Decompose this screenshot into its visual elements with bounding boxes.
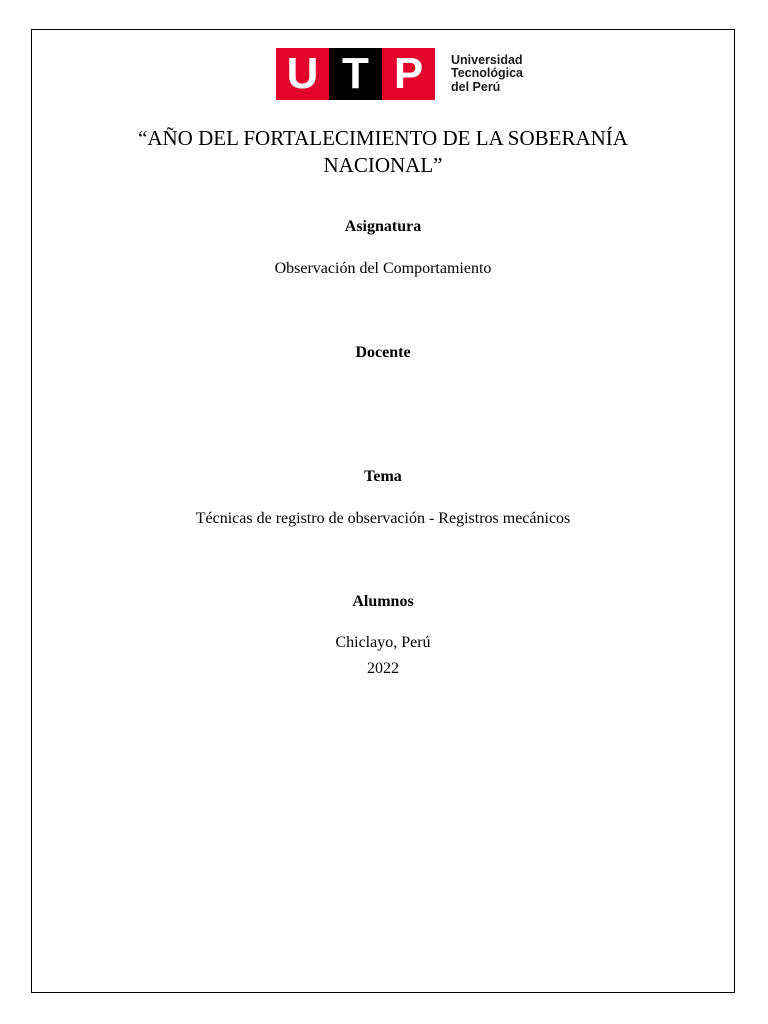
logo-letter-t: T [329, 48, 382, 100]
logo-university-name [451, 54, 523, 95]
year-text: 2022 [367, 660, 399, 677]
logo-name-line-3: del Perú [451, 79, 501, 94]
students-heading: Alumnos [352, 593, 414, 610]
logo-name-line-2: Tecnológica [451, 66, 524, 81]
subject-name: Observación del Comportamiento [274, 260, 492, 277]
subject-heading: Asignatura [344, 218, 422, 235]
logo-name-line-1: Universidad [451, 52, 523, 67]
topic-text: Técnicas de registro de observación - Registros mecánicos [195, 510, 571, 527]
location-text: Chiclayo, Perú [335, 634, 431, 651]
topic-heading: Tema [364, 468, 402, 485]
document-title: “AÑO DEL FORTALECIMIENTO DE LA SOBERANÍA NACIONAL” [138, 126, 628, 177]
logo-letter-u: U [276, 48, 329, 100]
logo-letter-p: P [382, 48, 435, 100]
utp-logo [276, 48, 523, 100]
teacher-heading: Docente [355, 344, 411, 361]
